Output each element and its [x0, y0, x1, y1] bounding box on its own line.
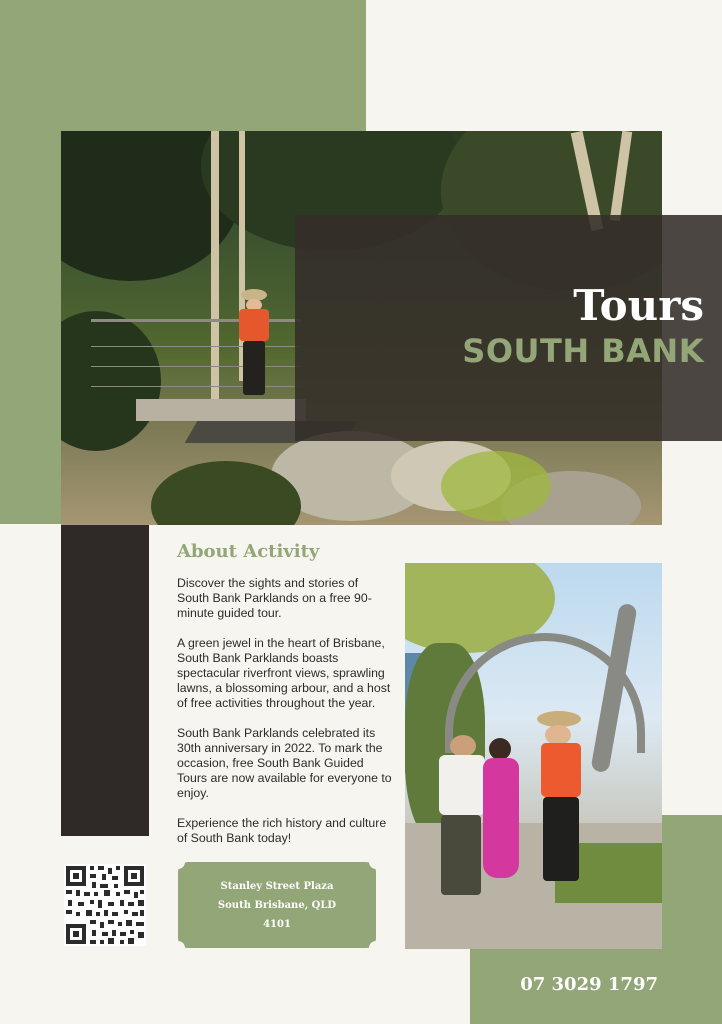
hero-subtitle: SOUTH BANK: [462, 332, 704, 370]
phone-number[interactable]: 07 3029 1797: [520, 974, 658, 995]
about-paragraph: Discover the sights and stories of South Bank Parklands on a free 90-minute guided tour.: [177, 576, 372, 620]
about-paragraph: South Bank Parklands celebrated its 30th anniversary in 2022. To mark the occasion, free South Bank Guided Tours are now available for everyone to enjoy.: [177, 726, 392, 800]
corner-notch: [369, 855, 383, 869]
about-heading: About Activity: [177, 541, 320, 562]
about-paragraph: Experience the rich history and culture of South Bank today!: [177, 816, 387, 845]
about-paragraph: A green jewel in the heart of Brisbane, South Bank Parklands boasts spectacular riverfront views, sprawling lawns, a blossoming arbour, and a host of free activities throughout the year.: [177, 636, 391, 710]
address-line-3: 4101: [263, 918, 291, 930]
corner-notch: [369, 941, 383, 955]
corner-notch: [171, 855, 185, 869]
qr-code[interactable]: [64, 864, 146, 946]
address-panel: [178, 862, 376, 948]
address-line-2: South Brisbane, QLD: [217, 899, 337, 911]
hero-title: Tours: [573, 281, 704, 330]
about-text: [177, 576, 392, 861]
hero-title-panel: [295, 215, 722, 441]
tour-group-photo: [405, 563, 662, 949]
address-line-1: Stanley Street Plaza: [220, 880, 334, 892]
corner-notch: [171, 941, 185, 955]
